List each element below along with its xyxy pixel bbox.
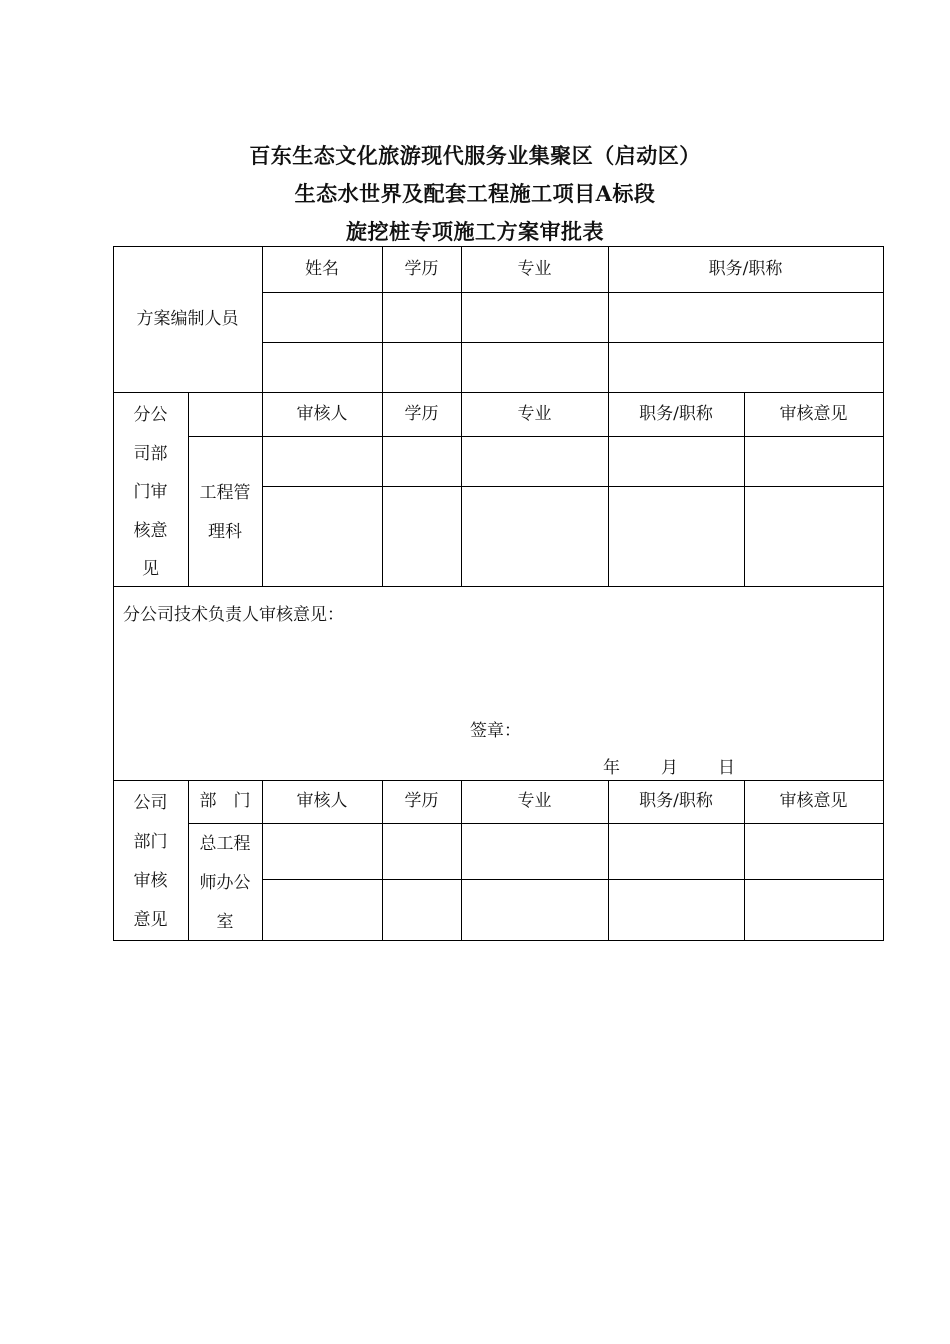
grid-line <box>262 486 884 487</box>
header-title: 职务/职称 <box>639 791 713 811</box>
header-title: 职务/职称 <box>708 258 783 279</box>
chief-engineer-office-label <box>188 825 262 942</box>
header-major: 专业 <box>517 258 552 279</box>
header-name: 姓名 <box>305 258 339 279</box>
label-line: 审核 <box>133 871 168 891</box>
label-line: 核意 <box>133 520 168 541</box>
grid-line <box>262 879 884 880</box>
title-line-1: 百东生态文化旅游现代服务业集聚区（启动区） <box>249 143 701 168</box>
signature-label: 签章： <box>470 721 521 741</box>
header-education: 学历 <box>404 258 439 279</box>
header-education: 学历 <box>404 791 439 811</box>
tech-lead-opinion-label: 分公司技术负责人审核意见： <box>123 605 344 625</box>
label-line: 部门 <box>133 832 168 852</box>
label-line: 工程管 <box>199 483 251 503</box>
label-line: 总工程 <box>199 834 251 854</box>
title-line-2: 生态水世界及配套工程施工项目A标段 <box>294 181 656 206</box>
label-line: 师办公 <box>199 873 251 893</box>
grid-line <box>113 586 884 587</box>
label-line: 见 <box>142 559 159 579</box>
label-line: 分公 <box>133 405 168 425</box>
header-major: 专业 <box>517 791 552 811</box>
label-line: 门审 <box>133 482 168 502</box>
grid-line <box>262 342 884 343</box>
header-opinion: 审核意见 <box>779 791 848 811</box>
header-education: 学历 <box>404 403 439 424</box>
label-line: 公司 <box>133 793 168 813</box>
header-reviewer: 审核人 <box>296 791 348 811</box>
header-opinion: 审核意见 <box>779 403 848 424</box>
label-line: 室 <box>216 912 234 932</box>
header-major: 专业 <box>517 403 552 424</box>
preparers-label: 方案编制人员 <box>136 308 239 329</box>
date-day-label: 日 <box>718 758 735 778</box>
date-month-label: 月 <box>661 758 678 778</box>
header-title: 职务/职称 <box>639 403 713 424</box>
label-line: 理科 <box>208 521 242 542</box>
label-line: 司部 <box>133 443 168 464</box>
date-year-label: 年 <box>603 758 620 778</box>
header-reviewer: 审核人 <box>296 403 348 424</box>
header-department: 部 门 <box>199 791 251 811</box>
engineering-dept-label <box>188 474 262 551</box>
label-line: 意见 <box>133 910 168 930</box>
grid-line <box>188 823 884 824</box>
company-review-label <box>113 784 188 940</box>
branch-review-label <box>113 396 188 589</box>
grid-line <box>188 436 884 437</box>
table-border-right <box>883 246 884 941</box>
title-line-3: 旋挖桩专项施工方案审批表 <box>346 219 604 244</box>
grid-line <box>262 292 884 293</box>
